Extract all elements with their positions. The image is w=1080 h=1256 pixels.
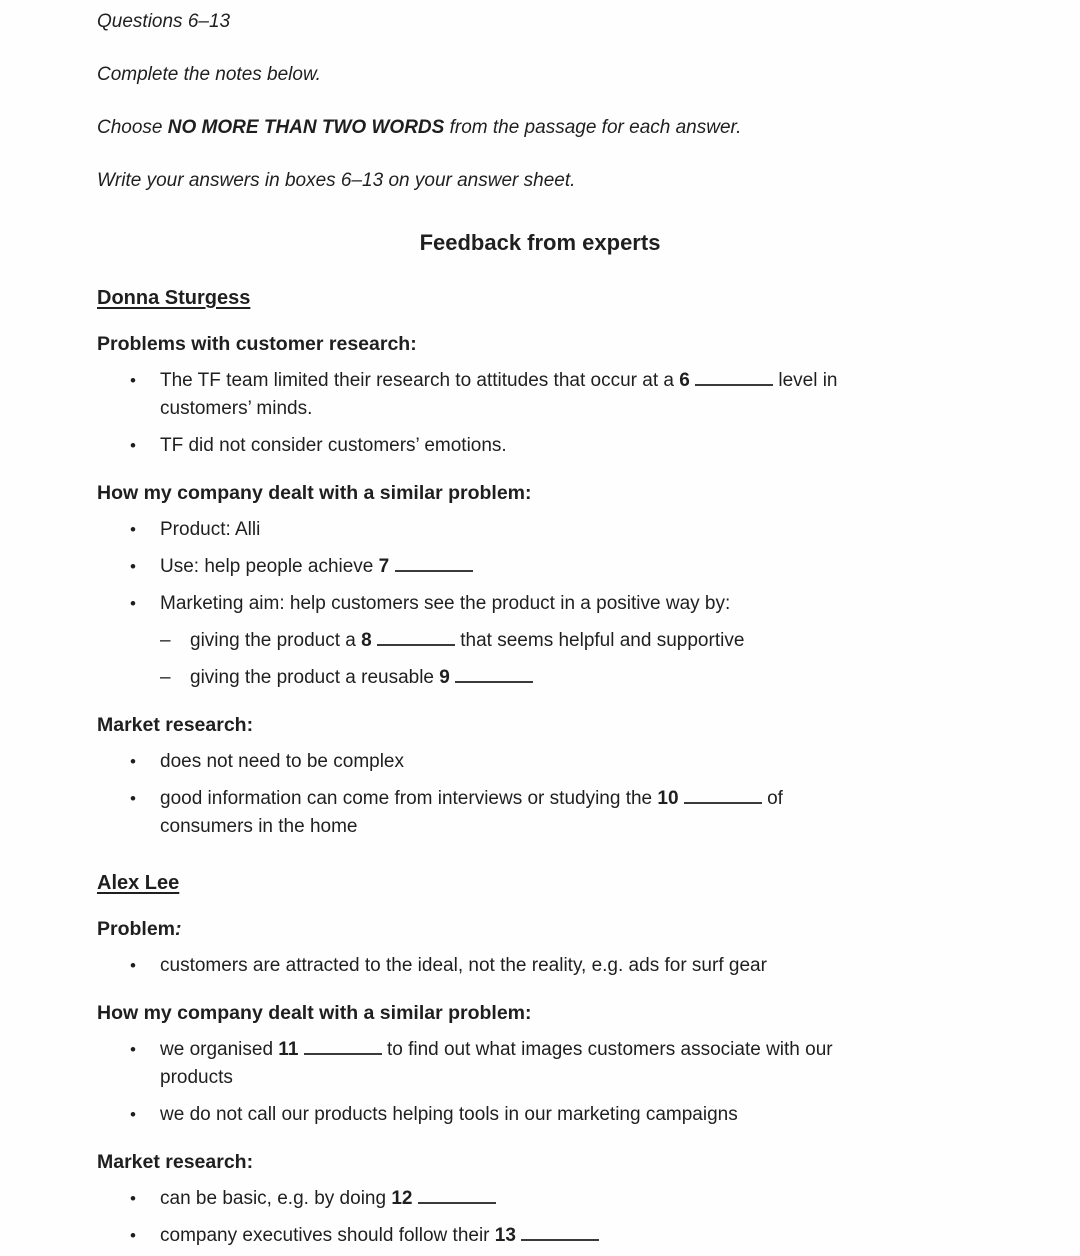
text-segment: Choose [97,117,168,138]
sub-dash-item [160,627,983,655]
text-segment: we do not call our products helping tools in our marketing campaigns [160,1104,738,1125]
text-segment: The TF team limited their research to attitudes that occur at a [160,370,680,391]
answer-blank [684,789,762,804]
item-text [160,432,983,460]
answer-blank [377,631,455,646]
intro-line [97,61,983,89]
item-text [160,553,983,581]
text-segment: Donna Sturgess [97,287,251,309]
expert-name [97,869,179,897]
text-segment: Problem [97,918,176,940]
text-segment: Market research: [97,714,254,736]
section-heading [97,999,983,1027]
answer-blank [521,1226,599,1241]
item-text [160,1036,983,1092]
text-segment: from the passage for each answer. [444,117,742,138]
text-segment: customers’ minds. [160,398,313,419]
text-segment: company executives should follow their [160,1225,495,1246]
text-segment: 10 [657,788,679,809]
item-text [160,748,983,776]
answer-blank [418,1189,496,1204]
bullet-icon: • [130,789,136,808]
text-segment: giving the product a [190,630,362,651]
text-segment: 6 [679,370,690,391]
text-segment: of [761,788,783,809]
text-segment: giving the product a reusable [190,667,440,688]
text-segment: good information can come from interviews or studying the [160,788,658,809]
item-text [160,1222,983,1250]
text-segment: Feedback from experts [419,230,661,255]
text-segment: 8 [361,630,372,651]
section-heading [97,711,983,739]
bullet-icon: • [130,1105,136,1124]
text-segment: TF did not consider customers’ emotions. [160,435,507,456]
answer-blank [695,371,773,386]
bullet-icon: • [130,557,136,576]
bullet-item [130,590,983,618]
text-segment: Marketing aim: help customers see the product in a positive way by: [160,593,731,614]
text-segment: consumers in the home [160,816,358,837]
text-segment: to find out what images customers associate with our [381,1039,833,1060]
sub-dash-item [160,664,983,692]
bullet-item [130,1101,983,1129]
text-segment: does not need to be complex [160,751,405,772]
bullet-icon: • [130,1040,136,1059]
document-content [97,8,983,1250]
answer-blank [304,1040,382,1055]
item-text [160,516,983,544]
section-heading [97,479,983,507]
bullet-icon: • [130,371,136,390]
text-segment: Complete the notes below. [97,64,321,85]
text-segment: 13 [494,1225,516,1246]
dash-icon: – [160,630,171,651]
item-text [190,627,983,655]
bullet-item [130,748,983,776]
text-segment: Problems with customer research: [97,333,417,355]
section-heading [97,330,983,358]
bullet-icon: • [130,1189,136,1208]
expert-name-row [97,850,983,906]
item-text [160,785,983,841]
bullet-item [130,553,983,581]
text-segment: 12 [391,1188,413,1209]
item-text [160,952,983,980]
text-segment: Market research: [97,1151,254,1173]
bullet-icon: • [130,594,136,613]
document-title [97,228,983,258]
item-text [160,1185,983,1213]
item-text [160,367,983,423]
text-segment: : [175,918,182,940]
text-segment: How my company dealt with a similar problem: [97,1002,532,1024]
bullet-item [130,516,983,544]
text-segment: customers are attracted to the ideal, not the reality, e.g. ads for surf gear [160,955,767,976]
bullet-item [130,432,983,460]
text-segment: Use: help people achieve [160,556,379,577]
text-segment: level in [773,370,838,391]
bullet-item [130,1222,983,1250]
item-text [160,590,983,618]
text-segment: How my company dealt with a similar problem: [97,482,532,504]
text-segment: 9 [439,667,450,688]
text-segment: 7 [378,556,390,577]
text-segment: can be basic, e.g. by doing [160,1188,392,1209]
text-segment: that seems helpful and supportive [454,630,745,651]
intro-line [97,114,983,142]
expert-name-row [97,271,983,321]
bullet-icon: • [130,956,136,975]
text-segment: products [160,1067,233,1088]
text-segment: 11 [278,1039,299,1060]
bullet-icon: • [130,436,136,455]
dash-icon: – [160,667,171,688]
item-text [160,1101,983,1129]
section-heading [97,915,983,943]
text-segment: Questions 6–13 [97,11,231,32]
bullet-icon: • [130,1226,136,1245]
bullet-item [130,367,983,423]
answer-blank [455,668,533,683]
text-segment: we organised [160,1039,279,1060]
intro-line [97,167,983,195]
text-segment: Alex Lee [97,872,180,894]
bullet-item [130,785,983,841]
item-text [190,664,983,692]
section-heading [97,1148,983,1176]
text-segment: Product: Alli [160,519,261,540]
text-segment: Write your answers in boxes 6–13 on your answer sheet. [97,170,576,191]
bullet-item [130,1036,983,1092]
expert-name [97,284,250,312]
text-segment: NO MORE THAN TWO WORDS [167,117,445,138]
bullet-item [130,1185,983,1213]
bullet-item [130,952,983,980]
intro-line [97,8,983,36]
answer-blank [395,557,473,572]
bullet-icon: • [130,752,136,771]
bullet-icon: • [130,520,136,539]
